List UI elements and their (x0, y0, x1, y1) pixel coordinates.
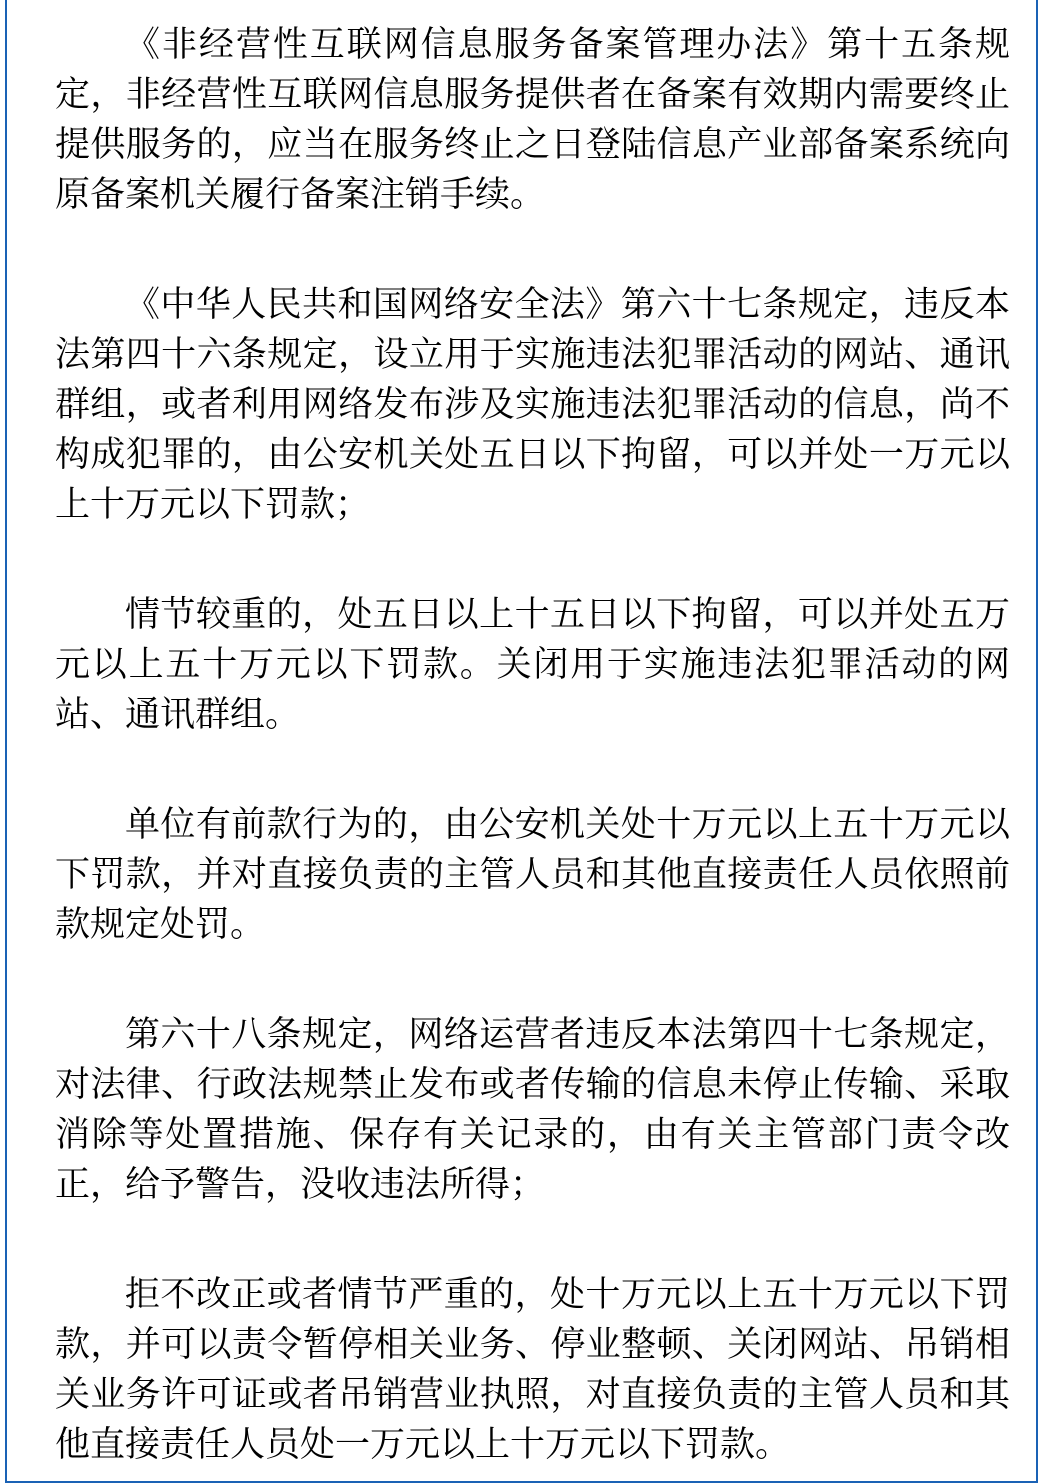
paragraph-refusal-to-correct: 拒不改正或者情节严重的，处十万元以上五十万元以下罚款，并可以责令暂停相关业务、停业整顿、关闭网站、吊销相关业务许可证或者吊销营业执照，对直接负责的主管人员和其他直接责任人员处一万元以上十万元以下罚款。 (55, 1275, 1010, 1464)
paragraph-cybersecurity-law-article-67: 《中华人民共和国网络安全法》第六十七条规定，违反本法第四十六条规定，设立用于实施违法犯罪活动的网站、通讯群组，或者利用网络发布涉及实施违法犯罪活动的信息，尚不构成犯罪的，由公安机关处五日以下拘留，可以并处一万元以上十万元以下罚款； (55, 285, 1010, 524)
paragraph-serious-circumstances: 情节较重的，处五日以上十五日以下拘留，可以并处五万元以上五十万元以下罚款。关闭用于实施违法犯罪活动的网站、通讯群组。 (55, 595, 1010, 734)
paragraph-article-68: 第六十八条规定，网络运营者违反本法第四十七条规定，对法律、行政法规禁止发布或者传输的信息未停止传输、采取消除等处置措施、保存有关记录的，由有关主管部门责令改正，给予警告，没收违法所得； (55, 1015, 1010, 1204)
paragraph-unit-violation: 单位有前款行为的，由公安机关处十万元以上五十万元以下罚款，并对直接负责的主管人员和其他直接责任人员依照前款规定处罚。 (55, 805, 1010, 944)
left-border-line (5, 0, 7, 1483)
paragraph-filing-cancellation: 《非经营性互联网信息服务备案管理办法》第十五条规定，非经营性互联网信息服务提供者在备案有效期内需要终止提供服务的，应当在服务终止之日登陆信息产业部备案系统向原备案机关履行备案注销手续。 (55, 25, 1010, 214)
right-border-line (1036, 0, 1038, 1483)
document-body (55, 0, 1010, 1470)
